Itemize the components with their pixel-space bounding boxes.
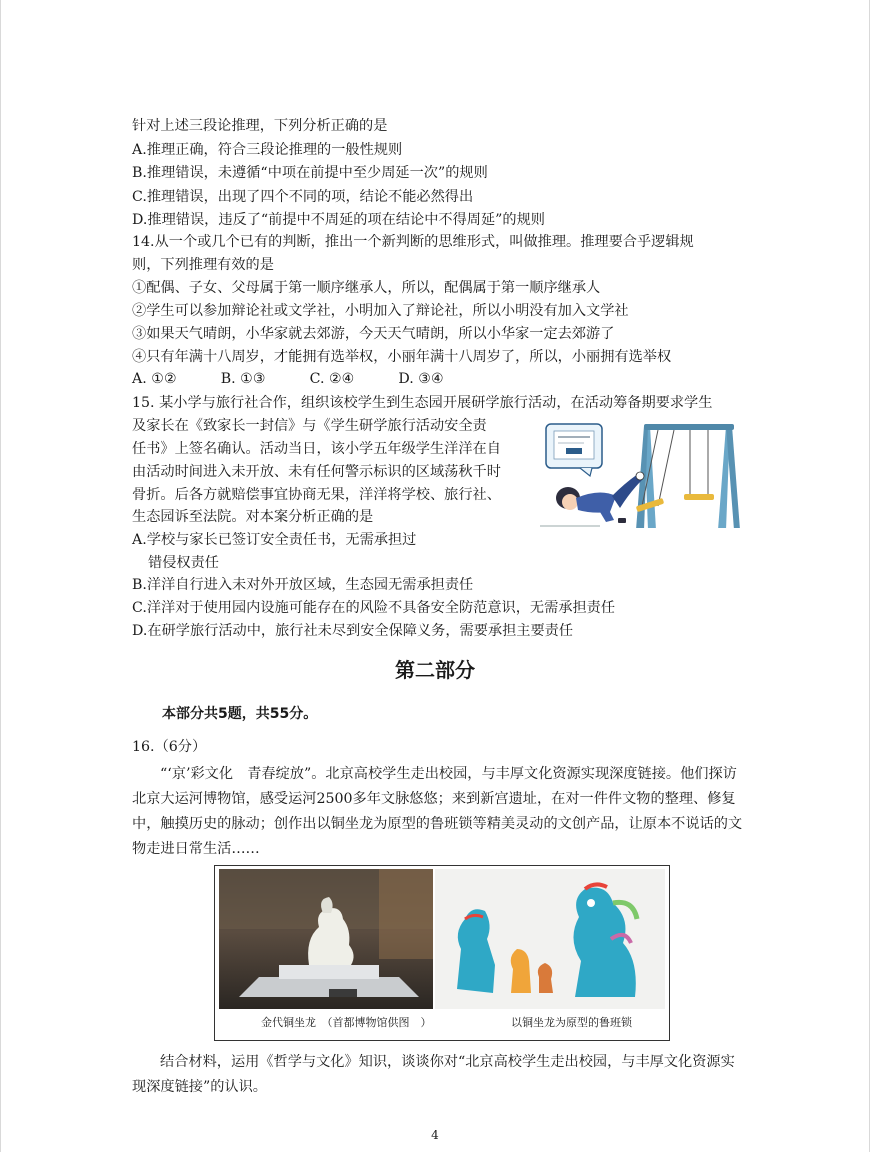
- q15-option-c: C.洋洋对于使用园内设施可能存在的风险不具备安全防范意识，无需承担责任: [132, 600, 616, 616]
- q16-material: “‘京’彩文化 青春绽放”。北京高校学生走出校园，与丰厚文化资源实现深度链接。他们探访北京大运河博物馆，感受运河2500多年文脉悠悠；来到新宫遗址，在对一件件文物的整理、修复中，触摸历史的脉动；创作出以铜坐龙为原型的鲁班锁等精美灵动的文创产品，让原本不说话的文物走进日常生活……: [132, 766, 743, 857]
- q14-stem-line1: 14.从一个或几个已有的判断，推出一个新判断的思维形式，叫做推理。推理要合乎逻辑规: [132, 234, 694, 250]
- q14-option-d: D. ③④: [398, 371, 444, 387]
- q15-line-5: 骨折。后各方就赔偿事宜协商无果，洋洋将学校、旅行社、: [132, 487, 501, 503]
- part2-subheading: 本部分共5题，共55分。: [162, 706, 318, 722]
- q14-option-b: B. ①③: [220, 371, 266, 387]
- q14-item-2: ②学生可以参加辩论社或文学社，小明加入了辩论社，所以小明没有加入文学社: [132, 303, 629, 319]
- q14-item-3: ③如果天气晴朗，小华家就去郊游，今天天气晴朗，所以小华家一定去郊游了: [132, 326, 615, 342]
- q13-option-a: A.推理正确，符合三段论推理的一般性规则: [132, 142, 403, 158]
- q13-option-c: C.推理错误，出现了四个不同的项，结论不能必然得出: [132, 189, 474, 205]
- q13-stem: 针对上述三段论推理，下列分析正确的是: [132, 118, 388, 134]
- q15-line-6: 生态园诉至法院。对本案分析正确的是: [132, 509, 374, 525]
- q13-option-d: D.推理错误，违反了“前提中不周延的项在结论中不得周延”的规则: [132, 212, 545, 228]
- q16-question: 结合材料，运用《哲学与文化》知识，谈谈你对“北京高校学生走出校园，与丰厚文化资源实现深度链接”的认识。: [132, 1054, 735, 1095]
- q15-line-4: 由活动时间进入未开放、未有任何警示标识的区域荡秋千时: [132, 464, 501, 480]
- q14-item-1: ①配偶、子女、父母属于第一顺序继承人，所以，配偶属于第一顺序继承人: [132, 280, 601, 296]
- q15-line-1: 15. 某小学与旅行社合作，组织该校学生到生态园开展研学旅行活动，在活动筹备期要求学生: [132, 395, 713, 411]
- page-number: 4: [431, 1128, 439, 1142]
- q15-option-b: B.洋洋自行进入未对外开放区域，生态园无需承担责任: [132, 577, 474, 593]
- q14-options: [132, 369, 488, 389]
- caption-bronze-dragon: 金代铜坐龙 （首都博物馆供图 ）: [261, 1016, 432, 1029]
- caption-luban-lock: 以铜坐龙为原型的鲁班锁: [511, 1016, 632, 1029]
- q15-line-2: 及家长在《致家长一封信》与《学生研学旅行活动安全责: [132, 418, 487, 434]
- part2-heading: 第二部分: [395, 658, 475, 682]
- q13-option-b: B.推理错误，未遵循“中项在前提中至少周延一次”的规则: [132, 165, 488, 181]
- q14-stem-line2: 则，下列推理有效的是: [132, 257, 274, 273]
- bronze-dragon-photo: [219, 869, 433, 1009]
- q15-option-a-line1: A.学校与家长已签订安全责任书，无需承担过: [132, 532, 417, 548]
- luban-lock-photo: [435, 869, 665, 1009]
- q14-option-c: C. ②④: [309, 371, 355, 387]
- q15-option-d: D.在研学旅行活动中，旅行社未尽到安全保障义务，需要承担主要责任: [132, 623, 574, 639]
- q16-figure: [214, 865, 670, 1041]
- q15-option-a-line2: 错侵权责任: [148, 555, 219, 571]
- swing-accident-illustration: [540, 418, 740, 528]
- q14-option-a: A. ①②: [132, 371, 177, 387]
- q16-number: 16.（6分）: [132, 739, 207, 755]
- q14-item-4: ④只有年满十八周岁，才能拥有选举权，小丽年满十八周岁了，所以，小丽拥有选举权: [132, 349, 672, 365]
- q15-line-3: 任书》上签名确认。活动当日，该小学五年级学生洋洋在自: [132, 441, 501, 457]
